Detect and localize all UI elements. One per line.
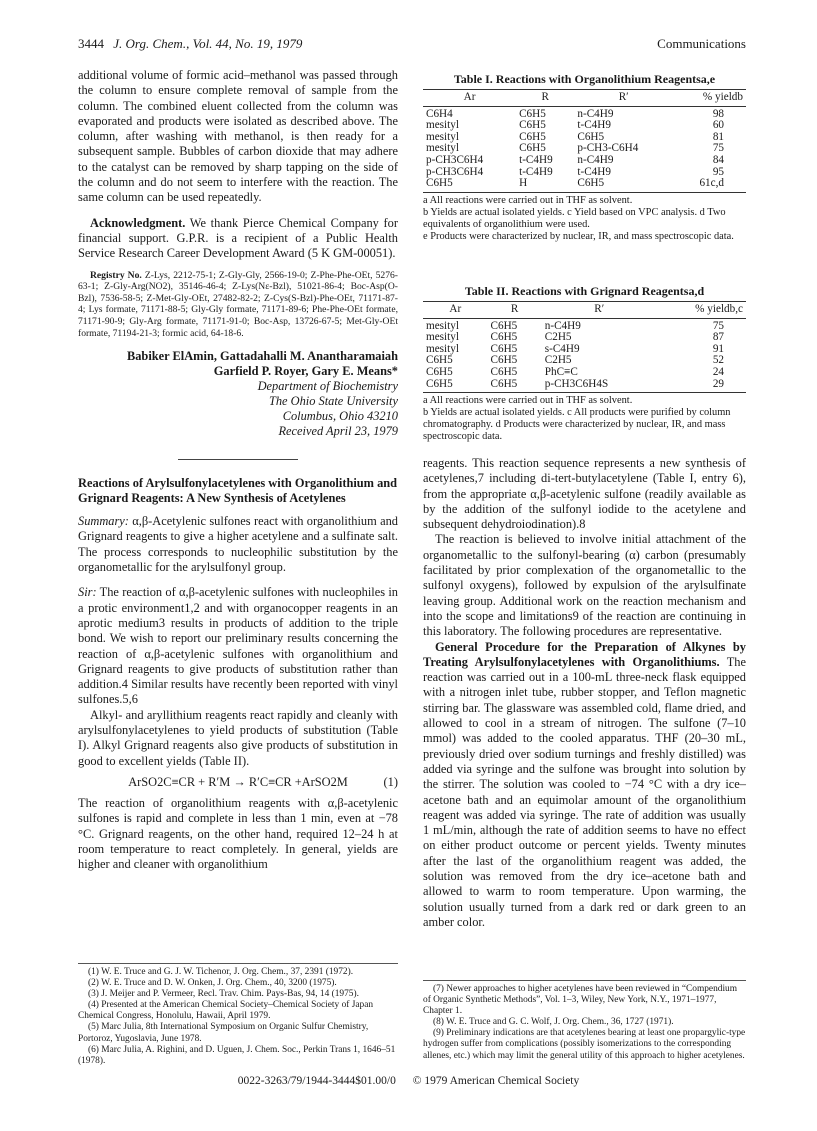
reaction-paragraph: The reaction of organolithium reagents with α,β-acetylenic sulfones is rapid and complete in less than 1 min, even at −78 °C. Grignard reagents, on the other hand, required 12–24 h at room temperature to react completely. In general, yields are higher and cleaner with organolithium [78, 796, 398, 872]
table-2-header-row [423, 302, 746, 319]
footnote: (2) W. E. Truce and D. W. Onken, J. Org. Chem., 40, 3200 (1975). [88, 978, 337, 989]
table-cell: p-CH3C6H4 [426, 165, 484, 178]
table-cell: mesityl [426, 331, 459, 344]
table-cell: 61c,d [673, 178, 746, 192]
table-cell: C6H5 [490, 319, 518, 332]
table-1-label: Table I. [453, 72, 493, 86]
acknowledgment-heading: Acknowledgment. [90, 215, 186, 230]
affiliation [78, 379, 398, 439]
footnote: (3) J. Meijer and P. Vermeer, Recl. Trav. Chim. Pays-Bas, 94, 14 (1975). [88, 989, 359, 1000]
table-row [423, 178, 746, 192]
table-cell: 91 [712, 342, 724, 355]
table-2-caption [423, 284, 746, 299]
table-header-cell: % yieldb [673, 90, 746, 107]
table-cell: mesityl [426, 119, 459, 132]
table-cell: p-CH3-C6H4 [577, 142, 639, 155]
table-cell: t-C4H9 [577, 165, 611, 178]
table-note: a All reactions were carried out in THF as solvent. [423, 194, 633, 206]
table-cell: C6H5 [519, 119, 546, 132]
footnote: (1) W. E. Truce and G. J. W. Tichenor, J. Org. Chem., 37, 2391 (1972). [88, 967, 354, 977]
table-cell: n-C4H9 [544, 319, 581, 332]
table-header-cell: Ar [423, 90, 516, 107]
table-1 [423, 72, 746, 243]
table-cell: C6H5 [490, 365, 518, 378]
table-cell: H [516, 178, 574, 192]
table-cell: C6H4 [426, 107, 453, 120]
table-cell: C6H5 [577, 130, 605, 143]
registry-text: Z-Lys, 2212-75-1; Z-Gly-Gly, 2566-19-0; Z-Phe-Phe-OEt, 5276-63-1; Z-Gly-Arg(NO2), 35146-46-4; Z-Lys(Nε-Bzl), 51021-86-4; Boc-Asp(O-Bzl), 7536-58-5; Z-Met-Gly-OEt, 27482-82-2; Z-Cys(S-Bzl)-Phe-OEt, 71171-87-4; Lys formate, 71171-88-5; Gly-Gly formate, 71171-89-6; Phe-Phe-OEt formate, 71171-90-9; Gly-Arg formate, 71171-91-0; Boc-Asp, 13726-67-5; Met-Gly-OEt formate, 71194-21-3; formic acid, 64-18-6. [78, 269, 398, 339]
table-cell: 24 [712, 365, 724, 378]
equation-number: (1) [383, 774, 398, 789]
sir-text: The reaction of α,β-acetylenic sulfones with nucleophiles in a protic environment1,2 and with organocopper reagents in an aprotic medium3 results in products of addition to the triple bond. We wish to report our preliminary results concerning the reaction of α,β-acetylenic sulfones with organolithium and Grignard reagents to give products of substitution rather than addition.4 Similar results have recently been reported with vinyl sulfones.5,6 [78, 585, 398, 707]
table-2-label: Table II. [464, 284, 509, 298]
table-cell: 95 [712, 165, 724, 178]
affiliation-univ: The Ohio State University [268, 394, 398, 409]
table-2-title: Reactions with Grignard Reagentsa,d [511, 284, 705, 298]
table-1-caption [423, 72, 746, 87]
sir-paragraph [78, 585, 398, 707]
table-note: b Yields are actual isolated yields. c All products were purified by column chromatography. d Products were characterized by nuclear, IR, and mass spectroscopic data. [423, 407, 731, 443]
footnote: (9) Preliminary indications are that acetylenes bearing at least one propargylic-type hydrogen suffer from complications (possibly isomerizations to the corresponding allenes, etc.) which may limit the general utility of this approach to higher acetylenes. [423, 1028, 746, 1061]
table-row [423, 106, 746, 120]
registry-numbers [78, 270, 398, 340]
table-cell: C6H5 [574, 178, 673, 192]
table-cell: C2H5 [544, 331, 572, 344]
alkyl-paragraph: Alkyl- and aryllithium reagents react rapidly and cleanly with arylsulfonylacetylenes to yield products of substitution (Table I). Alkyl Grignard reagents also give products of substitution in good to excellent yields (Table II). [78, 707, 398, 768]
table-cell: 75 [712, 142, 724, 155]
authors-line-2: Garfield P. Royer, Gary E. Means* [213, 364, 398, 379]
footnote: (6) Marc Julia, A. Righini, and D. Uguen, J. Chem. Soc., Perkin Trans 1, 1646–51 (1978). [78, 1044, 396, 1066]
table-1-notes [423, 195, 746, 243]
summary-heading: Summary: [78, 514, 129, 529]
footnote: (4) Presented at the American Chemical Society–Chemical Society of Japan Chemical Congress, Honolulu, Hawaii, April 1979. [78, 1000, 374, 1022]
table-row [423, 332, 746, 344]
table-header-cell: R′ [574, 90, 673, 107]
table-cell: C6H5 [519, 107, 546, 120]
table-header-cell: R [488, 302, 542, 319]
authors-block [78, 349, 398, 379]
table-row [423, 344, 746, 356]
table-2-grid [423, 301, 746, 393]
journal-citation: J. Org. Chem., Vol. 44, No. 19, 1979 [113, 36, 303, 51]
table-cell: t-C4H9 [577, 119, 611, 132]
table-header-cell: R [516, 90, 574, 107]
table-header-cell: % yieldb,c [657, 302, 746, 319]
table-cell: 84 [712, 153, 724, 166]
table-cell: n-C4H9 [577, 107, 614, 120]
copyright: © 1979 American Chemical Society [412, 1075, 580, 1087]
procedure-heading: General Procedure for the Preparation of Alkynes by Treating Arylsulfonylacetylenes with Organolithiums. [423, 639, 746, 669]
table-cell: t-C4H9 [519, 153, 553, 166]
table-2 [423, 284, 746, 444]
table-1-header-row [423, 90, 746, 107]
table-cell: 98 [712, 107, 724, 120]
table-row [423, 379, 746, 393]
table-cell: C2H5 [544, 354, 572, 367]
left-column [78, 68, 398, 873]
procedure-paragraph [423, 640, 746, 931]
section-divider [178, 459, 298, 460]
page-number: 3444 [78, 36, 104, 51]
table-cell: 75 [712, 319, 724, 332]
header-left [78, 36, 302, 52]
table-cell: s-C4H9 [544, 342, 580, 355]
right-paragraph-2: The reaction is believed to involve initial attachment of the organometallic to the sulfonyl-bearing (α) carbon (presumably facilitated by prior complexation of the organometallic to the sulfonyl oxygens), followed by expulsion of the arylsulfinate leaving group. Additional work on the reaction mechanism and into the scope and limitations9 of the reaction are continuing in this laboratory. The following procedures are representative. [423, 532, 746, 639]
table-cell: C6H5 [490, 331, 518, 344]
section-name: Communications [657, 36, 746, 51]
table-cell: mesityl [426, 319, 459, 332]
table-cell: mesityl [426, 130, 459, 143]
summary [78, 514, 398, 575]
table-cell: C6H5 [519, 142, 546, 155]
table-cell: C6H5 [426, 354, 453, 367]
affiliation-city: Columbus, Ohio 43210 [282, 409, 398, 424]
footnote: (5) Marc Julia, 8th International Symposium on Organic Sulfur Chemistry, Portoroz, Yugoslavia, June 1978. [78, 1022, 369, 1044]
table-cell: C6H5 [423, 178, 516, 192]
table-1-title: Reactions with Organolithium Reagentsa,e [495, 72, 716, 86]
footnote: (7) Newer approaches to higher acetylenes have been reviewed in “Compendium of Organic Synthetic Methods”, Vol. 1–3, Wiley, New York, N.Y., 1971–1977, Chapter 1. [423, 984, 738, 1017]
table-row [423, 155, 746, 167]
table-cell: 52 [712, 354, 724, 367]
table-cell: C6H5 [490, 354, 518, 367]
table-cell: n-C4H9 [577, 153, 614, 166]
table-cell: C6H5 [426, 365, 453, 378]
table-note: a All reactions were carried out in THF as solvent. [423, 395, 633, 407]
table-cell: mesityl [426, 342, 459, 355]
table-cell: PhC≡C [544, 365, 578, 378]
table-cell: 60 [712, 119, 724, 132]
table-cell: C6H5 [490, 342, 518, 355]
table-row [423, 318, 746, 332]
right-paragraph-1: reagents. This reaction sequence represents a new synthesis of acetylenes,7 including di-tert-butylacetylene (Table I, entry 6), from the appropriate α,β-acetylenic sulfone (readily available as by the addition of the sulfonyl iodide to the acetylene and subsequent dehydroiodination).8 [423, 456, 746, 532]
footnote: (8) W. E. Truce and G. C. Wolf, J. Org. Chem., 36, 1727 (1971). [433, 1017, 674, 1028]
acknowledgment [78, 216, 398, 262]
received-date: Received April 23, 1979 [278, 424, 398, 439]
affiliation-dept: Department of Biochemistry [257, 379, 398, 394]
table-cell: C6H5 [488, 379, 542, 393]
procedure-text: The reaction was carried out in a 100-mL three-neck flask equipped with a nitrogen inlet tube, rubber stopper, and Teflon magnetic stirring bar. The glassware was assembled cold, flame dried, and allowed to cool in a stream of nitrogen. The sulfone (7–10 mmol) was added to the cooled apparatus. THF (20–30 mL, previously dried over sodium turnings and freshly distilled) was added via syringe and the sulfone was brought into solution by the stirrer. The solution was cooled to −74 °C with a dry ice–acetone bath and an equimolar amount of the organolithium reagent was added via syringe. The rate of addition was usually 1 mL/min, although the rate of addition seems to have no effect on either product outcome or percent yields. Twenty minutes after the last of the organolithium reagent was added, the solution was removed from the dry ice–acetone bath and allowed to warm to room temperature. Upon warming, the solution usually turned from a dark red or dark green to an amber color. [423, 654, 747, 929]
table-cell: p-CH3C6H4 [426, 153, 484, 166]
table-note: b Yields are actual isolated yields. c Yield based on VPC analysis. d Two equivalents of organolithium were used. [423, 206, 726, 230]
article-code: 0022-3263/79/1944-3444$01.00/0 [237, 1075, 396, 1087]
footnotes-right [423, 980, 746, 1062]
footnotes-left [78, 963, 398, 1067]
running-header [78, 36, 746, 54]
equation-1 [78, 775, 398, 790]
equation-text: ArSO2C≡CR + R′M → R′C≡CR +ArSO2M [128, 774, 348, 789]
table-cell: C6H5 [423, 379, 488, 393]
table-note: e Products were characterized by nuclear, IR, and mass spectroscopic data. [423, 231, 734, 243]
sir-heading: Sir: [78, 585, 97, 600]
continued-paragraph: additional volume of formic acid–methanol was passed through the column to ensure complete removal of sample from the column. The combined eluent collected from the column was evaporated and products were isolated as described above. The column, after washing with methanol, is then ready for a subsequent sample. Bubbles of carbon dioxide that may adhere to the catalyst can be removed by sharp tapping on the side of the column and do not seem to interfere with the reaction. The same column can be used repeatedly. [78, 68, 398, 205]
article-title: Reactions of Arylsulfonylacetylenes with Organolithium and Grignard Reagents: A New Synthesis of Acetylenes [78, 476, 398, 506]
table-2-notes [423, 395, 746, 443]
authors-line-1: Babiker ElAmin, Gattadahalli M. Anantharamaiah [126, 349, 398, 364]
table-cell: 87 [712, 331, 724, 344]
table-row [423, 367, 746, 379]
table-cell: C6H5 [519, 130, 546, 143]
registry-heading: Registry No. [90, 269, 142, 281]
table-row [423, 355, 746, 367]
page-footer [0, 1075, 817, 1087]
table-header-cell: R′ [542, 302, 657, 319]
right-column-text [423, 456, 746, 930]
summary-text: α,β-Acetylenic sulfones react with organolithium and Grignard reagents to give a higher acetylene and a sulfinate salt. The process corresponds to nucleophilic substitution by the organometallic for the arylsulfonyl group. [78, 514, 398, 575]
table-header-cell: Ar [423, 302, 488, 319]
table-cell: 29 [657, 379, 746, 393]
table-cell: t-C4H9 [519, 165, 553, 178]
table-1-grid [423, 89, 746, 193]
table-cell: p-CH3C6H4S [542, 379, 657, 393]
table-cell: mesityl [426, 142, 459, 155]
table-cell: 81 [712, 130, 724, 143]
acknowledgment-text: We thank Pierce Chemical Company for financial support. G.P.R. is a recipient of a Public Health Service Research Career Development Award (5 K GM-00051). [78, 215, 398, 261]
